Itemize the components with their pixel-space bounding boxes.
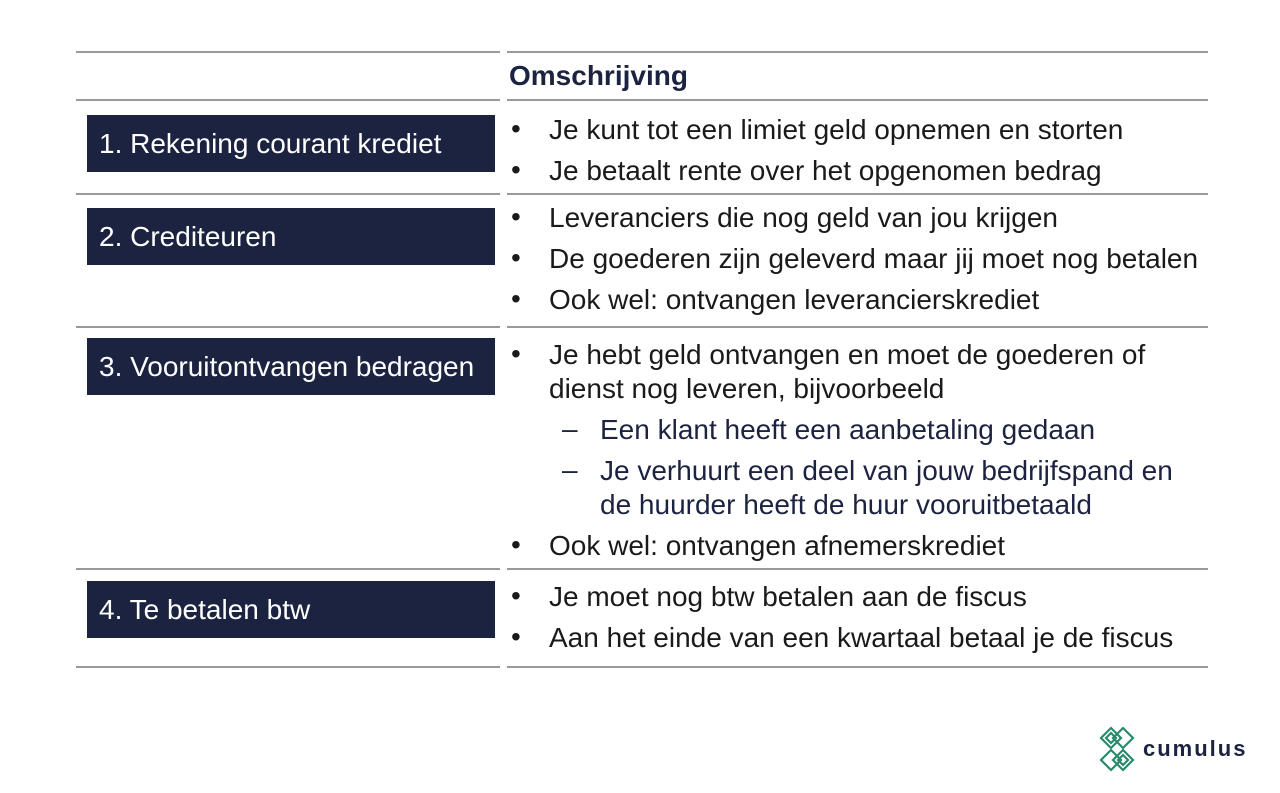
row1-item-1: Je kunt tot een limiet geld opnemen en storten [549, 114, 1124, 145]
row3-subitem-2-line-1: Je verhuurt een deel van jouw bedrijfspand en [600, 455, 1173, 486]
table-rule-row1-left [76, 193, 500, 195]
bullet-icon: • [511, 580, 521, 611]
table-rule-row3-right [507, 568, 1208, 570]
bullet-icon: • [511, 242, 521, 273]
row3-item-2: Ook wel: ontvangen afnemerskrediet [549, 530, 1006, 561]
table-rule-top-right [507, 51, 1208, 53]
table-rule-bottom-left [76, 666, 500, 668]
category-label-3: 3. Vooruitontvangen bedragen [87, 338, 495, 395]
table-rule-header-left [76, 99, 500, 101]
table-rule-bottom-right [507, 666, 1208, 668]
bullet-icon: • [511, 154, 521, 185]
category-label-4: 4. Te betalen btw [87, 581, 495, 638]
table-rule-row3-left [76, 568, 500, 570]
bullet-icon: • [511, 283, 521, 314]
row2-item-3: Ook wel: ontvangen leverancierskrediet [549, 284, 1040, 315]
dash-icon: – [562, 413, 578, 444]
logo-text: cumulus [1143, 736, 1248, 761]
table-rule-row2-right [507, 326, 1208, 328]
cumulus-logo-icon [1097, 724, 1141, 776]
column-header: Omschrijving [509, 60, 688, 91]
row3-item-1-line-1: Je hebt geld ontvangen en moet de goederen of [549, 339, 1146, 370]
row4-item-2: Aan het einde van een kwartaal betaal je de fiscus [549, 622, 1174, 653]
table-rule-top-left [76, 51, 500, 53]
row4-item-1: Je moet nog btw betalen aan de fiscus [549, 581, 1027, 612]
category-label-1: 1. Rekening courant krediet [87, 115, 495, 172]
table-rule-header-right [507, 99, 1208, 101]
row3-item-1-line-2: dienst nog leveren, bijvoorbeeld [549, 373, 945, 404]
row2-item-1: Leveranciers die nog geld van jou krijgen [549, 202, 1058, 233]
bullet-icon: • [511, 621, 521, 652]
dash-icon: – [562, 454, 578, 485]
row2-item-2: De goederen zijn geleverd maar jij moet nog betalen [549, 243, 1199, 274]
table-rule-row2-left [76, 326, 500, 328]
row3-subitem-2-line-2: de huurder heeft de huur vooruitbetaald [600, 489, 1092, 520]
row1-item-2: Je betaalt rente over het opgenomen bedrag [549, 155, 1102, 186]
bullet-icon: • [511, 113, 521, 144]
category-label-2: 2. Crediteuren [87, 208, 495, 265]
bullet-icon: • [511, 338, 521, 369]
bullet-icon: • [511, 529, 521, 560]
bullet-icon: • [511, 201, 521, 232]
row3-subitem-1: Een klant heeft een aanbetaling gedaan [600, 414, 1096, 445]
table-rule-row1-right [507, 193, 1208, 195]
